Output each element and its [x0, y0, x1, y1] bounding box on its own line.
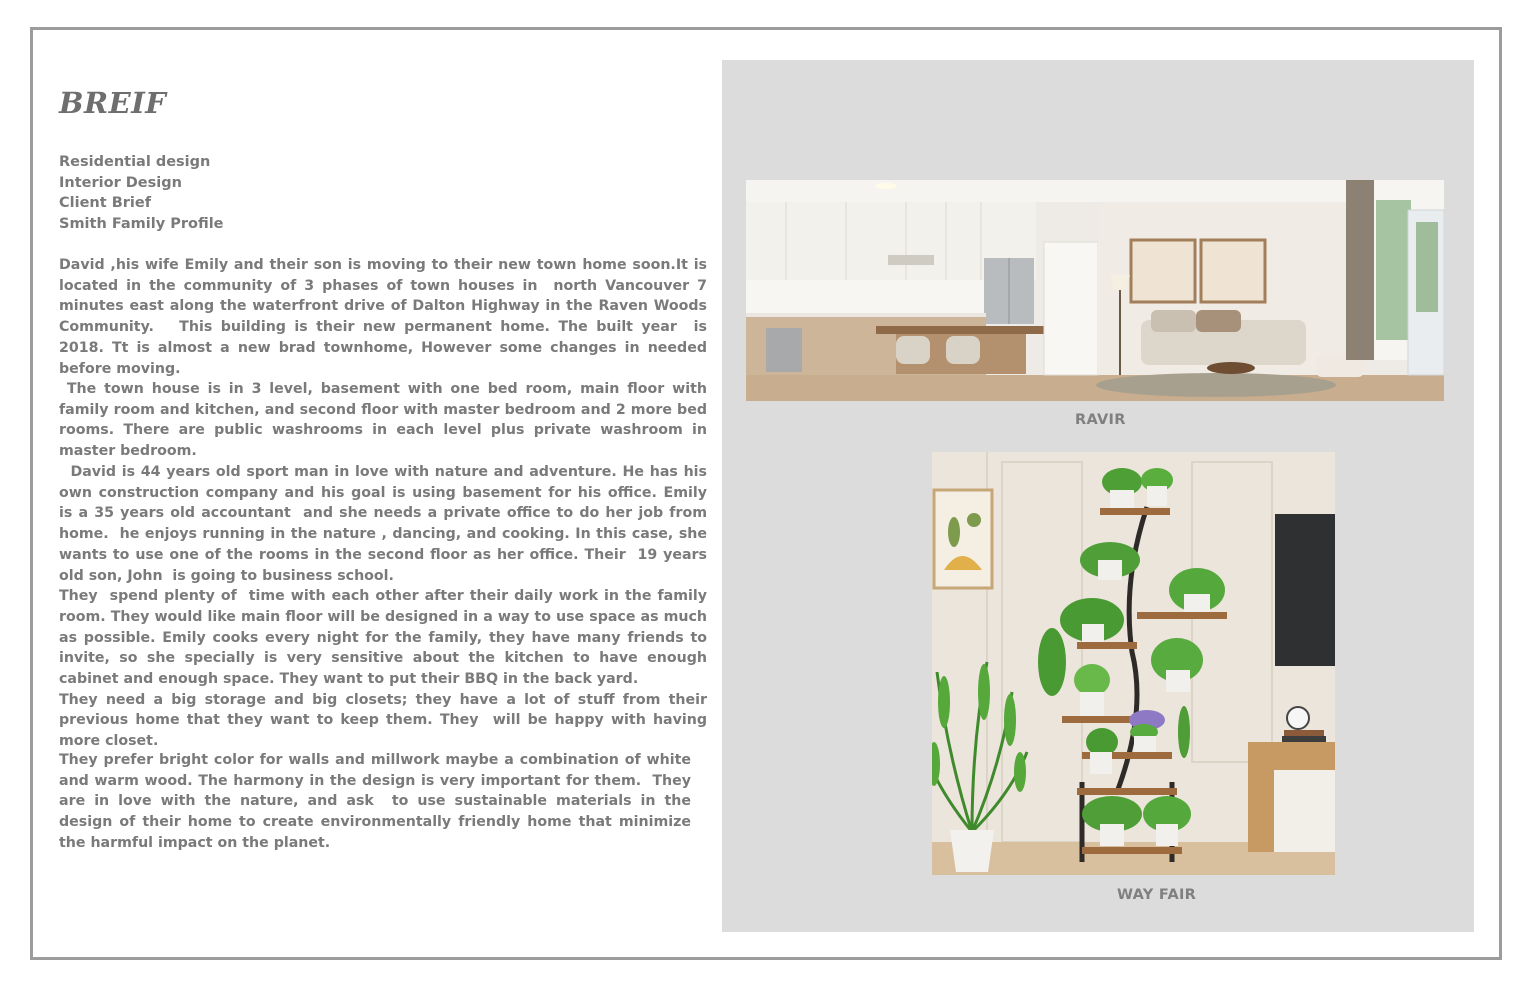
brief-paragraph-layout: The town house is in 3 level, basement with one bed room, main floor with family room and kitchen, and second floor with master bedroom and 2 more bed rooms. There are public washrooms in each level plus private washroom in master bedroom.	[59, 381, 712, 460]
meta-line-client-brief: Client Brief	[59, 195, 152, 212]
kitchen-living-image	[746, 180, 1444, 401]
plant-stand-caption: WAY FAIR	[1117, 887, 1197, 903]
meta-line-family-profile: Smith Family Profile	[59, 216, 224, 233]
meta-line-interior: Interior Design	[59, 174, 182, 191]
meta-line-residential: Residential design	[59, 154, 211, 170]
brief-paragraph-family: David is 44 years old sport man in love with nature and adventure. He has his own construction company and his goal is using basement for his office. Emily is a 35 years old accountant and she needs a private office to do her job from home. he enjoys running in the nature , dancing, and cooking. In this case, she wants to use one of the rooms in the second floor as her office. Their 19 years old son, John is going to business school. They spend plenty of time with each other after their daily work in the family room. They would like main floor will be designed in a way to use space as much as possible. Emily cooks every night for the family, they have many friends to invite, so she specially is very sensitive about the kitchen to have enough cabinet and enough space. They want to put their BBQ in the back yard. They need a big storage and big closets; they have a lot of stuff from their previous home that they want to keep them. They will be happy with having more closet.	[59, 464, 707, 750]
brief-meta	[59, 152, 224, 235]
brief-paragraph-intro: David ,his wife Emily and their son is moving to their new town home soon.It is located in the community of 3 phases of town houses in north Vancouver 7 minutes east along the waterfront drive of Dalton Highway in the Raven Woods Community. This building is their new permanent home. The built year is 2018. Tt is almost a new brad townhome, However some changes in needed before moving.	[59, 257, 712, 377]
brief-paragraph-preferences: They prefer bright color for walls and millwork maybe a combination of white and warm wood. The harmony in the design is very important for them. They are in love with the nature, and ask to use sustainable materials in the design of their home to create environmentally friendly home that minimize the harmful impact on the planet.	[59, 752, 701, 851]
plant-stand-image	[932, 452, 1335, 875]
page-title: BREIF	[59, 86, 167, 120]
kitchen-living-caption: RAVIR	[1075, 412, 1126, 428]
